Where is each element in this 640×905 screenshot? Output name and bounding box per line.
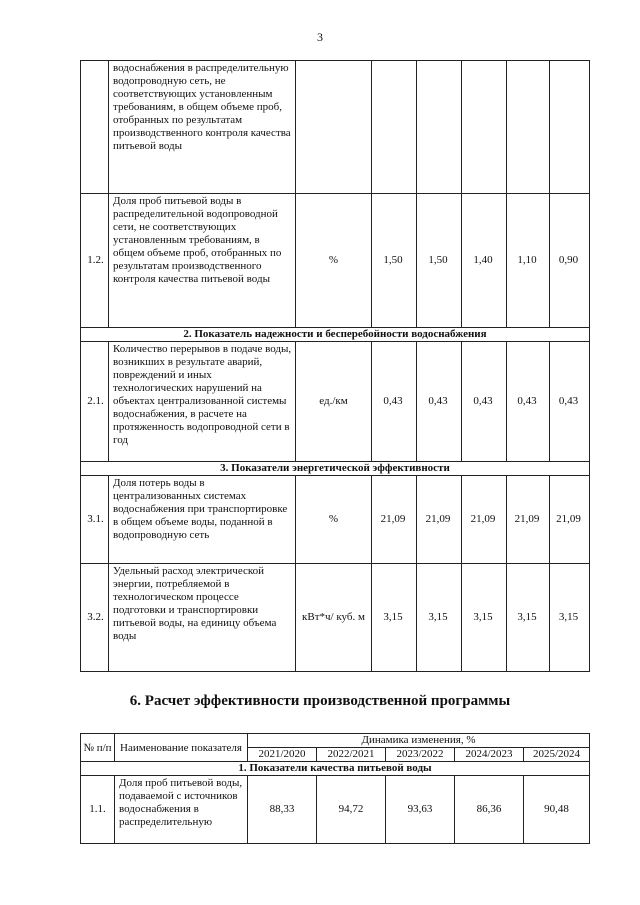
value-cell: 1,50 — [417, 194, 462, 328]
section-title: 2. Показатель надежности и бесперебойности водоснабжения — [81, 328, 590, 342]
indicator-name: Доля проб питьевой воды, подаваемой с источников водоснабжения в распределительную — [115, 776, 248, 844]
efficiency-table — [80, 733, 590, 844]
indicator-name: водоснабжения в распределительную водопроводную сеть, не соответствующих установленным требованиям, в общем объеме проб, отобранных по результатам производственного контроля качества питьевой воды — [109, 61, 296, 194]
table-row — [81, 564, 590, 672]
year-header: 2021/2020 — [248, 748, 317, 762]
value-cell: 21,09 — [417, 476, 462, 564]
value-cell: 1,50 — [372, 194, 417, 328]
value-cell: 21,09 — [462, 476, 507, 564]
year-header: 2023/2022 — [386, 748, 455, 762]
indicator-name: Количество перерывов в подаче воды, возникших в результате аварий, повреждений и иных технологических нарушений на объектах централизованной системы водоснабжения, в расчете на протяженность водопроводной сети в год — [109, 342, 296, 462]
table-row — [81, 342, 590, 462]
unit: % — [296, 194, 372, 328]
table-row — [81, 61, 590, 194]
section-row — [81, 762, 590, 776]
value-cell: 88,33 — [248, 776, 317, 844]
value-cell: 0,90 — [550, 194, 590, 328]
row-number: 3.2. — [81, 564, 109, 672]
row-number — [81, 61, 109, 194]
value-cell: 1,40 — [462, 194, 507, 328]
row-number: 1.2. — [81, 194, 109, 328]
value-cell: 93,63 — [386, 776, 455, 844]
value-cell: 0,43 — [372, 342, 417, 462]
value-cell: 21,09 — [550, 476, 590, 564]
value-cell: 94,72 — [317, 776, 386, 844]
value-cell: 3,15 — [462, 564, 507, 672]
row-number: 1.1. — [81, 776, 115, 844]
value-cell: 1,10 — [507, 194, 550, 328]
value-cell: 3,15 — [507, 564, 550, 672]
table-row — [81, 476, 590, 564]
indicators-table — [80, 60, 590, 672]
value-cell: 3,15 — [417, 564, 462, 672]
column-header-name: Наименование показателя — [115, 734, 248, 762]
value-cell: 0,43 — [462, 342, 507, 462]
indicator-name: Доля потерь воды в централизованных системах водоснабжения при транспортировке в общем объеме воды, поданной в водопроводную сеть — [109, 476, 296, 564]
indicator-name: Доля проб питьевой воды в распределительной водопроводной сети, не соответствующих установленным требованиям, в общем объеме проб, отобранных по результатам производственного контроля качества питьевой воды — [109, 194, 296, 328]
table-row — [81, 776, 590, 844]
table-row — [81, 194, 590, 328]
section-row — [81, 328, 590, 342]
unit: кВт*ч/ куб. м — [296, 564, 372, 672]
header-row — [81, 734, 590, 748]
indicator-name: Удельный расход электрической энергии, потребляемой в технологическом процессе подготовки и транспортировки питьевой воды, на единицу объема воды — [109, 564, 296, 672]
value-cell: 21,09 — [372, 476, 417, 564]
value-cell: 0,43 — [417, 342, 462, 462]
unit: ед./км — [296, 342, 372, 462]
year-header: 2024/2023 — [455, 748, 524, 762]
value-cell: 21,09 — [507, 476, 550, 564]
section-heading: 6. Расчет эффективности производственной программы — [129, 693, 511, 709]
unit: % — [296, 476, 372, 564]
column-header-number: № п/п — [81, 734, 115, 762]
section-title: 3. Показатели энергетической эффективности — [81, 462, 590, 476]
row-number: 2.1. — [81, 342, 109, 462]
column-header-dynamics: Динамика изменения, % — [248, 734, 590, 748]
value-cell: 0,43 — [507, 342, 550, 462]
value-cell: 86,36 — [455, 776, 524, 844]
row-number: 3.1. — [81, 476, 109, 564]
section-title: 1. Показатели качества питьевой воды — [81, 762, 590, 776]
year-header: 2022/2021 — [317, 748, 386, 762]
value-cell: 3,15 — [372, 564, 417, 672]
value-cell: 0,43 — [550, 342, 590, 462]
page-number: 3 — [317, 30, 323, 44]
value-cell: 90,48 — [524, 776, 590, 844]
value-cell: 3,15 — [550, 564, 590, 672]
year-header: 2025/2024 — [524, 748, 590, 762]
section-row — [81, 462, 590, 476]
